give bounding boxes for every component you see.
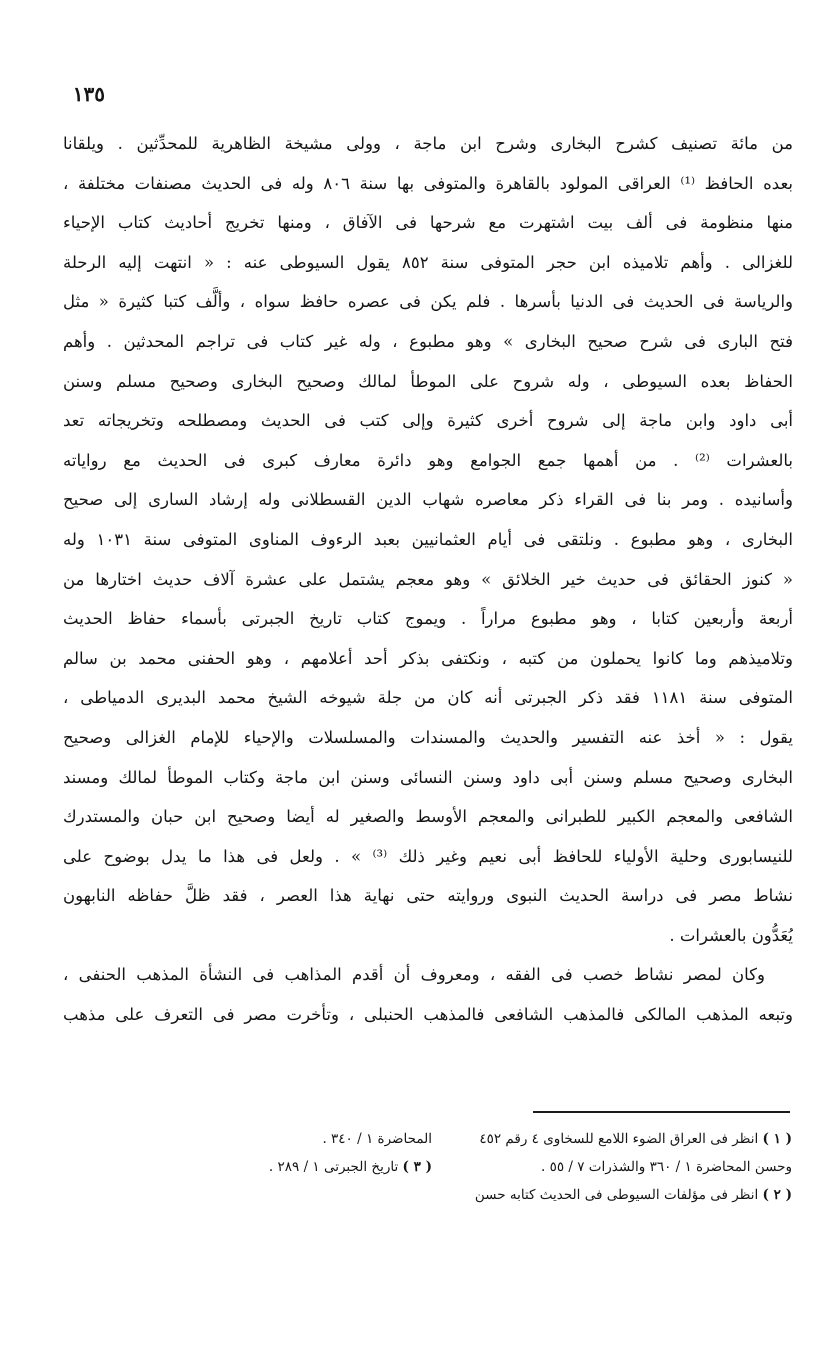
body-line: للنيسابورى وحلية الأولياء للحافظ أبى نعيم وغير ذلك ⁽³⁾ » . ولعل فى هذا ما يدل بوضوح على: [63, 846, 793, 866]
body-line: منها منظومة فى ألف بيت اشتهرت مع شرحها فى الآفاق ، ومنها تخريج أحاديث كتاب الإحياء: [63, 213, 793, 233]
body-line: البخارى ، وهو مطبوع . ونلتقى فى أيام العثمانيين بعبد الرءوف المناوى المتوفى سنة ١٠٣١ وله: [63, 529, 793, 549]
footnote-2-ref: المحاضرة ١ / ٣٤٠ .: [322, 1131, 432, 1147]
body-line: نشاط مصر فى دراسة الحديث النبوى وروايته حتى نهاية هذا العصر ، فقد ظلَّ حفاظه النابهون: [63, 886, 793, 906]
body-line: للغزالى . وأهم تلاميذه ابن حجر المتوفى سنة ٨٥٢ يقول السيوطى عنه : « انتهت إليه الرحلة: [63, 252, 793, 272]
body-line: من مائة تصنيف كشرح البخارى وشرح ابن ماجة ، وولى مشيخة الظاهرية للمحدِّثين . ويلقانا: [63, 134, 793, 153]
body-line: وتبعه المذهب المالكى فالمذهب الشافعى فالمذهب الحنبلى ، وتأخرت مصر فى التعرف على مذهب: [63, 1005, 793, 1025]
footnote-3: [232, 1153, 432, 1181]
body-line: والرياسة فى الحديث فى الدنيا بأسرها . فلم يكن فى عصره حافظ سواه ، وألَّف كتبا كثيرة « مثل: [63, 292, 793, 312]
footnote-number: ( ٣ ): [402, 1159, 432, 1175]
body-line: المتوفى سنة ١١٨١ فقد ذكر الجبرتى أنه كان من جلة شيوخه الشيخ محمد البديرى الدمياطى ،: [63, 688, 793, 708]
body-line: وتلاميذهم وما كانوا يحملون من كتبه ، ونكتفى بذكر أحد أعلامهم ، وهو الحفنى محمد بن سالم: [63, 648, 793, 668]
body-line: بعده الحافظ ⁽¹⁾ العراقى المولود بالقاهرة والمتوفى بها سنة ٨٠٦ وله فى الحديث مصنفات مختلفة ،: [63, 173, 793, 193]
body-line: أبى داود وابن ماجة إلى شروح أخرى كثيرة وإلى كتب فى الحديث ومصطلحه وتخريجاته تعد: [63, 411, 793, 431]
footnote-row: [232, 1125, 792, 1153]
body-line: بالعشرات ⁽²⁾ . من أهمها جمع الجوامع وهو دائرة معارف كبرى فى الحديث مع رواياته: [63, 450, 793, 470]
footnote-text: انظر فى العراق الضوء اللامع للسخاوى ٤ رقم ٤٥٢: [479, 1131, 759, 1147]
footnote-divider: [533, 1111, 790, 1113]
paragraph-start-line: وكان لمصر نشاط خصب فى الفقه ، ومعروف أن أقدم المذاهب فى النشأة المذهب الحنفى ،: [63, 965, 765, 985]
footnote-2: [452, 1181, 792, 1209]
paragraph-end-line: يُعَدُّون بالعشرات .: [669, 925, 793, 945]
footnotes: [232, 1125, 792, 1209]
footnote-row: [232, 1181, 792, 1209]
body-line: البخارى وصحيح مسلم وسنن أبى داود وسنن النسائى وسنن ابن ماجة وكتاب الموطأ لمالك ومسند: [63, 767, 793, 787]
footnote-spacer: [232, 1181, 432, 1209]
footnote-1-continuation: وحسن المحاضرة ١ / ٣٦٠ والشذرات ٧ / ٥٥ .: [540, 1159, 792, 1175]
page-number: ١٣٥: [72, 82, 105, 106]
footnote-number: ( ١ ): [762, 1131, 792, 1147]
body-line: وأسانيده . ومر بنا فى القراء ذكر معاصره شهاب الدين القسطلانى وله إرشاد السارى إلى صحيح: [63, 490, 793, 510]
body-line: أربعة وأربعين كتابا ، وهو مطبوع مراراً . ويموج كتاب تاريخ الجبرتى بأسماء حفاظ الحديث: [63, 609, 793, 629]
body-line: يقول : « أخذ عنه التفسير والحديث والمسندات والمسلسلات والإحياء للإمام الغزالى وصحيح: [63, 727, 793, 747]
footnote-1: [452, 1125, 792, 1153]
body-text: [63, 124, 793, 1035]
body-line: الحفاظ بعده السيوطى ، وله شروح على الموطأ لمالك وصحيح البخارى وصحيح مسلم وسنن: [63, 371, 793, 391]
body-line: فتح البارى فى شرح صحيح البخارى » وهو مطبوع ، وله غير كتاب فى تراجم المحدثين . وأهم: [63, 331, 793, 351]
body-line: الشافعى والمعجم الكبير للطبرانى والمعجم الأوسط والصغير له أيضا وصحيح ابن حبان والمستدرك: [63, 807, 793, 827]
footnote-text: تاريخ الجبرتى ١ / ٢٨٩ .: [268, 1159, 399, 1175]
footnote-text: انظر فى مؤلفات السيوطى فى الحديث كتابه حسن: [474, 1187, 759, 1203]
footnote-number: ( ٢ ): [762, 1187, 792, 1203]
body-line: « كنوز الحقائق فى حديث خير الخلائق » وهو معجم يشتمل على عشرة آلاف حديث اختارها من: [63, 569, 793, 589]
footnote-row: [232, 1153, 792, 1181]
